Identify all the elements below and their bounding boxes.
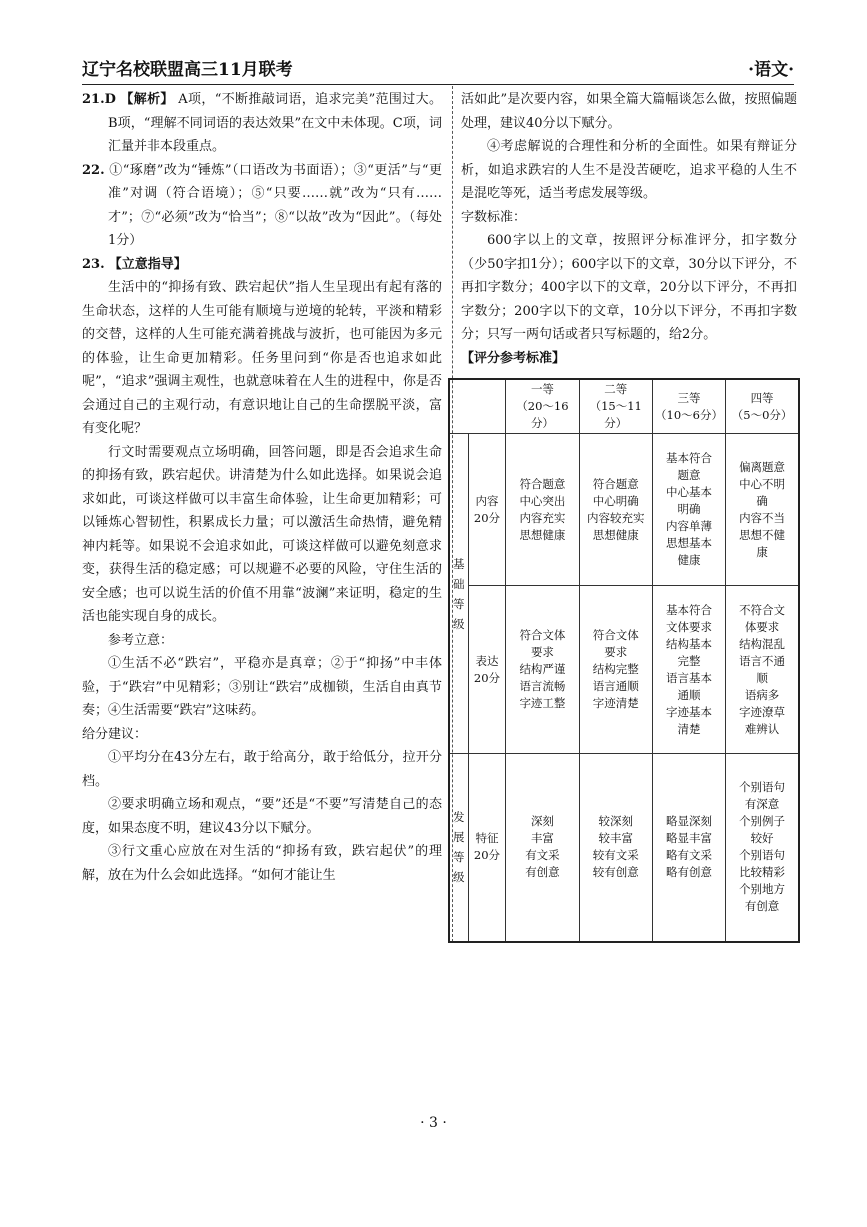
criteria-line: 深刻 — [530, 814, 554, 829]
criteria-line: 符合文体 — [592, 628, 639, 642]
advice-3: ③行文重心应放在对生活的“抑扬有致，跌宕起伏”的理解，放在为什么会如此选择。“如何才能让生 — [82, 844, 442, 883]
level-label-char: 基 — [453, 556, 465, 571]
criteria-line: 字迹清楚 — [592, 696, 639, 710]
criteria-line: 不符合文 — [739, 602, 786, 617]
criteria-line: 语言不通 — [739, 653, 786, 668]
score-table-label: 【评分参考标准】 — [461, 350, 566, 366]
item-points: 20分 — [473, 670, 501, 685]
criteria-cell — [652, 434, 725, 586]
grade-name: 四等 — [750, 390, 774, 405]
scoring-table-body — [449, 379, 799, 942]
criteria-line: 题意 — [677, 468, 701, 482]
criteria-cell — [506, 434, 579, 586]
criteria-line: 完整 — [677, 653, 701, 668]
level-label-char: 展 — [453, 830, 465, 845]
criteria-line: 结构基本 — [666, 636, 712, 651]
item-points: 20分 — [473, 848, 501, 863]
level-label-char: 发 — [453, 810, 465, 825]
criteria-line: 较好 — [750, 831, 774, 846]
criteria-line: 略显丰富 — [666, 831, 712, 846]
item-name: 内容 — [475, 493, 499, 508]
item-name: 特征 — [475, 831, 499, 846]
criteria-line: 中心不明 — [739, 476, 786, 491]
criteria-line: 略有创意 — [666, 865, 712, 880]
advice-2: ②要求明确立场和观点，“要”还是“不要”写清楚自己的态度，如果态度不明，建议43分以下赋分。 — [82, 797, 442, 836]
advice-1: ①平均分在43分左右，敢于给高分，敢于给低分，拉开分档。 — [82, 750, 442, 789]
reference-text: ①生活不必“跌宕”，平稳亦是真章；②于“抑扬”中丰体验，于“跌宕”中见精彩；③别让“跌宕”成枷锁，生活自由真节奏；④生活需要“跌宕”这味药。 — [82, 656, 442, 718]
grade-name: 三等 — [677, 390, 701, 405]
criteria-line: 要求 — [530, 645, 554, 659]
level-label-char: 级 — [453, 870, 465, 885]
scoring-table — [448, 378, 800, 943]
guidance-paragraph-1: 生活中的“抑扬有致、跌宕起伏”指人生呈现出有起有落的生命状态，这样的人生可能有顺境与逆境的轮转，平淡和精彩的交替，这样的人生可能充满着挑战与波折，也可能因为多元的体验，让生命更加精彩。任务里问到“你是否也追求如此呢”，“追求”强调主观性，也就意味着在人生的进程中，你是否会通过自己的主观行动，有意识地让自己的生命摆脱平淡，富有变化呢？ — [82, 280, 442, 436]
criteria-line: 通顺 — [677, 687, 701, 702]
criteria-cell — [726, 586, 799, 754]
word-count-text: 600字以上的文章，按照评分标准评分，扣字数分（少50字扣1分）；600字以下的文章，30分以下评分，不再扣字数分；400字以下的文章，20分以下评分，不再扣字数分；200字以下的文章，10分以下评分，不再扣字数分；只写一两句话或者只写标题的，给2分。 — [461, 233, 797, 342]
criteria-cell — [506, 586, 579, 754]
criteria-line: 较有创意 — [592, 865, 639, 880]
criteria-cell — [506, 754, 579, 942]
criteria-line: 内容较充实 — [586, 510, 645, 525]
grade-range: （15～11分） — [589, 399, 642, 430]
level-label — [449, 434, 468, 754]
q23-tag: 【立意指导】 — [108, 256, 187, 272]
advice-label: 给分建议： — [82, 726, 148, 742]
criteria-line: 略显深刻 — [666, 814, 712, 829]
page-header — [82, 56, 794, 85]
criteria-line: 个别语句 — [739, 780, 786, 795]
criteria-line: 语言通顺 — [592, 679, 639, 693]
table-row — [449, 434, 799, 586]
criteria-line: 符合题意 — [519, 476, 566, 491]
q22-answer — [82, 159, 442, 253]
criteria-line: 健康 — [677, 553, 701, 567]
grade-header — [726, 379, 799, 434]
criteria-line: 字迹潦草 — [739, 704, 786, 719]
grade-header — [579, 379, 652, 434]
criteria-line: 结构混乱 — [739, 636, 786, 651]
word-count-label: 字数标准： — [461, 209, 527, 225]
advice-4: ④考虑解说的合理性和分析的全面性。如果有辩证分析，如追求跌宕的人生不是没苦硬吃，追求平稳的人生不是混吃等死，适当考虑发展等级。 — [461, 139, 797, 201]
criteria-line: 有创意 — [744, 899, 780, 914]
header-subject: ·语文· — [748, 60, 794, 80]
criteria-line: 基本符合 — [666, 602, 712, 617]
left-column — [82, 88, 442, 887]
criteria-line: 字迹工整 — [519, 696, 566, 710]
criteria-line: 明确 — [677, 502, 701, 516]
criteria-line: 语病多 — [744, 687, 780, 702]
grade-range: （20～16分） — [516, 399, 569, 430]
q23-heading — [82, 253, 442, 277]
q21-number: 21.D — [82, 92, 116, 107]
table-row — [449, 754, 799, 942]
criteria-line: 个别语句 — [739, 848, 786, 863]
criteria-line: 体要求 — [744, 619, 780, 634]
criteria-line: 基本符合 — [666, 451, 712, 465]
criteria-line: 中心突出 — [519, 493, 566, 508]
criteria-cell — [726, 754, 799, 942]
right-column — [461, 88, 797, 370]
table-header-row — [449, 379, 799, 434]
grade-header — [652, 379, 725, 434]
criteria-line: 语言基本 — [666, 670, 712, 685]
criteria-line: 文体要求 — [666, 619, 712, 634]
criteria-line: 丰富 — [530, 831, 554, 846]
grade-name: 一等 — [530, 382, 554, 396]
grade-range: （10～6分） — [655, 407, 723, 422]
criteria-line: 确 — [756, 493, 768, 508]
criteria-cell — [652, 754, 725, 942]
criteria-line: 康 — [756, 544, 768, 559]
criteria-line: 中心明确 — [592, 493, 639, 508]
page-number: · 3 · — [420, 1115, 447, 1131]
criteria-line: 个别地方 — [739, 882, 786, 897]
criteria-line: 思想健康 — [592, 527, 639, 542]
criteria-line: 顺 — [756, 670, 768, 685]
criteria-line: 较有文采 — [592, 848, 639, 863]
item-name: 表达 — [475, 653, 499, 668]
criteria-cell — [579, 434, 652, 586]
criteria-line: 内容不当 — [739, 510, 786, 525]
table-row — [449, 586, 799, 754]
criteria-line: 有文采 — [525, 848, 560, 863]
criteria-line: 有深意 — [744, 797, 780, 812]
criteria-cell — [652, 586, 725, 754]
item-cell — [468, 754, 506, 942]
level-label — [449, 754, 468, 942]
item-cell — [468, 586, 506, 754]
criteria-line: 较深刻 — [598, 814, 633, 829]
item-cell — [468, 434, 506, 586]
criteria-cell — [726, 434, 799, 586]
criteria-line: 清楚 — [677, 721, 701, 736]
criteria-line: 结构完整 — [592, 662, 639, 676]
criteria-line: 内容单薄 — [666, 519, 712, 533]
criteria-line: 语言流畅 — [519, 679, 566, 693]
guidance-paragraph-2: 行文时需要观点立场明确，回答问题，即是否会追求生命的抑扬有致，跌宕起伏。讲清楚为什么如此选择。如果说会追求如此，可谈这样做可以丰富生命体验，让生命更加精彩；可以锤炼心智韧性，积累成长力量；可以激活生命热情，避免精神内耗等。如果说不会追求如此，可谈这样做可以避免刻意求变，获得生活的稳定感；可以规避不必要的风险，守住生活的安全感；也可以说生活的价值不用靠“波澜”来证明，稳定的生活也能实现自身的成长。 — [82, 444, 442, 624]
criteria-line: 要求 — [604, 645, 628, 659]
criteria-line: 思想基本 — [666, 536, 712, 550]
grade-range: （5～0分） — [731, 407, 793, 422]
q21-text: A项，“不断推敲词语，追求完美”范围过大。B项，“理解不同词语的表达效果”在文中未体现。C项，词汇量并非本段重点。 — [108, 92, 442, 154]
criteria-line: 符合文体 — [519, 628, 566, 642]
q23-number: 23. — [82, 256, 105, 272]
criteria-line: 结构严谨 — [519, 662, 566, 676]
q22-number: 22. — [82, 162, 105, 178]
criteria-line: 内容充实 — [519, 510, 566, 525]
criteria-line: 个别例子 — [739, 814, 786, 829]
header-title: 辽宁名校联盟高三11月联考 — [82, 60, 293, 80]
criteria-line: 有创意 — [525, 865, 560, 880]
criteria-line: 字迹基本 — [666, 704, 712, 719]
q21-answer — [82, 88, 442, 159]
q21-tag: 【解析】 — [120, 92, 174, 107]
criteria-line: 思想不健 — [739, 527, 786, 542]
advice-3-continued: 活如此”是次要内容，如果全篇大篇幅谈怎么做，按照偏题处理，建议40分以下赋分。 — [461, 92, 797, 131]
table-header-blank — [449, 379, 506, 434]
criteria-line: 符合题意 — [592, 476, 639, 491]
criteria-line: 难辨认 — [744, 721, 780, 736]
item-points: 20分 — [473, 510, 501, 525]
grade-header — [506, 379, 579, 434]
grade-name: 二等 — [604, 382, 628, 396]
criteria-line: 略有文采 — [666, 848, 712, 863]
q22-text: ①“琢磨”改为“锤炼”（口语改为书面语）；③“更活”与“更准”对调（符合语境）；⑤“只要……就”改为“只有……才”；⑦“必须”改为“恰当”；⑧“以故”改为“因此”。（每处1分） — [108, 162, 442, 248]
criteria-cell — [579, 754, 652, 942]
level-label-char: 础 — [453, 576, 465, 591]
level-label-char: 级 — [453, 616, 465, 631]
criteria-cell — [579, 586, 652, 754]
level-label-char: 等 — [453, 850, 465, 865]
criteria-line: 中心基本 — [666, 485, 712, 499]
criteria-line: 比较精彩 — [739, 865, 786, 880]
reference-label: 参考立意： — [108, 632, 174, 648]
level-label-char: 等 — [453, 596, 465, 611]
criteria-line: 思想健康 — [519, 527, 566, 542]
criteria-line: 偏离题意 — [739, 459, 786, 474]
criteria-line: 较丰富 — [598, 831, 633, 846]
